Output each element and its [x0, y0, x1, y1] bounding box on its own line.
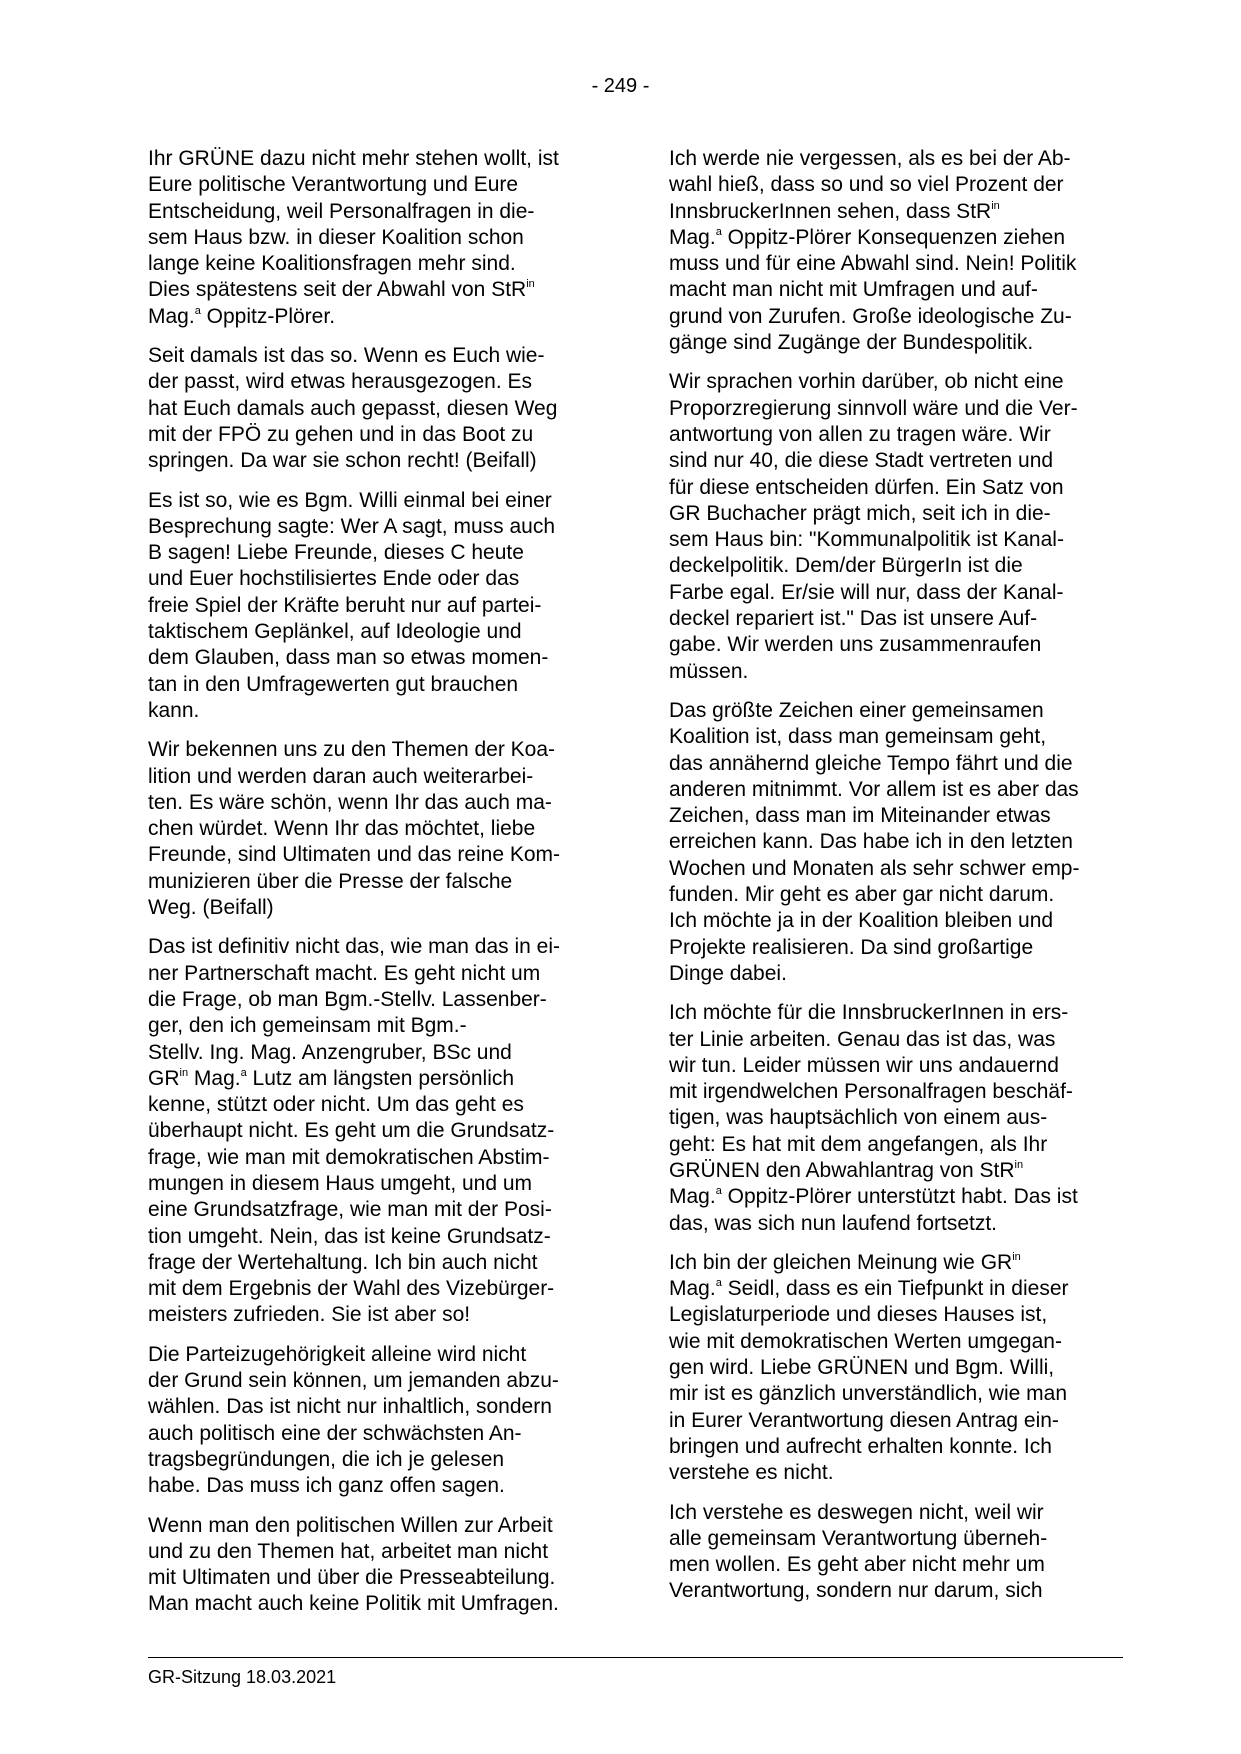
text-segment: Wir bekennen uns zu den Themen der Koa- [148, 738, 556, 762]
text-line [148, 1565, 598, 1591]
text-segment: gänge sind Zugänge der Bundespolitik. [669, 331, 1034, 355]
text-segment: habe. Das muss ich ganz offen sagen. [148, 1474, 505, 1498]
text-line [148, 816, 598, 842]
text-segment: macht man nicht mit Umfragen und auf- [669, 278, 1038, 302]
paragraph [148, 488, 598, 725]
text-line [148, 566, 598, 592]
text-line [669, 777, 1119, 803]
text-line [669, 856, 1119, 882]
text-segment: grund von Zurufen. Große ideologische Zu- [669, 304, 1072, 328]
text-segment: Mag. [669, 1277, 716, 1301]
paragraph [669, 1250, 1119, 1487]
text-line [669, 553, 1119, 579]
text-segment: Freunde, sind Ultimaten und das reine Kom- [148, 843, 561, 867]
text-segment: gabe. Wir werden uns zusammenraufen [669, 633, 1042, 657]
text-segment: tan in den Umfragewerten gut brauchen [148, 672, 519, 696]
text-line [148, 1447, 598, 1473]
text-line [148, 251, 598, 277]
text-segment: ger, den ich gemeinsam mit Bgm.- [148, 1014, 467, 1038]
text-segment: Mag. [669, 225, 716, 249]
text-segment: munizieren über die Presse der falsche [148, 869, 513, 893]
text-line [148, 199, 598, 225]
text-segment: ter Linie arbeiten. Genau das ist das, was [669, 1027, 1056, 1051]
text-line [669, 1027, 1119, 1053]
text-line [669, 961, 1119, 987]
paragraph [148, 1513, 598, 1618]
text-line [669, 1105, 1119, 1131]
page-number: - 249 - [591, 75, 650, 97]
text-line [669, 146, 1119, 172]
text-line [148, 1066, 598, 1092]
text-line [669, 1578, 1119, 1604]
text-segment: und zu den Themen hat, arbeitet man nicht [148, 1539, 549, 1563]
text-segment: der passt, wird etwas herausgezogen. Es [148, 370, 533, 394]
paragraph [148, 737, 598, 921]
text-line [148, 448, 598, 474]
text-segment: das, was sich nun laufend fortsetzt. [669, 1211, 998, 1235]
text-line [669, 330, 1119, 356]
text-segment: chen würdet. Wenn Ihr das möchtet, liebe [148, 817, 536, 841]
text-segment: Oppitz-Plörer unterstützt habt. Das ist [721, 1185, 1078, 1209]
text-line [148, 764, 598, 790]
text-segment: Seidl, dass es ein Tiefpunkt in dieser [721, 1277, 1069, 1301]
text-segment: Oppitz-Plörer. [200, 304, 336, 328]
text-line [669, 1211, 1119, 1237]
text-segment: mit der FPÖ zu gehen und in das Boot zu [148, 422, 534, 446]
text-line [669, 1000, 1119, 1026]
text-segment: Farbe egal. Er/sie will nur, dass der Kanal- [669, 580, 1064, 604]
text-segment: Wir sprachen vorhin darüber, ob nicht eine [669, 370, 1064, 394]
text-segment: muss und für eine Abwahl sind. Nein! Politik [669, 252, 1077, 276]
text-segment: Weg. (Beifall) [148, 896, 274, 920]
text-line [669, 1132, 1119, 1158]
text-line [148, 698, 598, 724]
text-line [669, 369, 1119, 395]
text-segment: lition und werden daran auch weiterarbei- [148, 764, 534, 788]
text-line [148, 343, 598, 369]
text-line [669, 632, 1119, 658]
text-line [148, 869, 598, 895]
text-segment: Projekte realisieren. Da sind großartige [669, 935, 1034, 959]
text-line [669, 172, 1119, 198]
text-segment: frage der Wertehaltung. Ich bin auch nicht [148, 1250, 538, 1274]
superscript: a [194, 304, 201, 317]
text-line [669, 724, 1119, 750]
text-segment: InnsbruckerInnen sehen, dass StR [669, 199, 992, 223]
text-line [148, 1092, 598, 1118]
text-line [148, 1591, 598, 1617]
text-segment: für diese entscheiden dürfen. Ein Satz von [669, 475, 1064, 499]
text-segment: men wollen. Es geht aber nicht mehr um [669, 1553, 1045, 1577]
text-segment: Die Parteizugehörigkeit alleine wird nicht [148, 1342, 527, 1366]
text-line [148, 422, 598, 448]
text-line [669, 1460, 1119, 1486]
text-segment: Legislaturperiode und dieses Hauses ist, [669, 1303, 1048, 1327]
text-line [669, 1355, 1119, 1381]
text-line [669, 1408, 1119, 1434]
superscript: in [1012, 1250, 1021, 1263]
text-line [669, 1552, 1119, 1578]
text-line [669, 199, 1119, 225]
text-segment: lange keine Koalitionsfragen mehr sind. [148, 252, 516, 276]
text-line [669, 501, 1119, 527]
text-segment: sem Haus bzw. in dieser Koalition schon [148, 225, 524, 249]
text-segment: ten. Es wäre schön, wenn Ihr das auch ma- [148, 790, 552, 814]
text-line [148, 514, 598, 540]
text-segment: überhaupt nicht. Es geht um die Grundsatz- [148, 1119, 555, 1143]
text-line [148, 1394, 598, 1420]
text-line [669, 422, 1119, 448]
text-line [148, 1118, 598, 1144]
text-line [669, 751, 1119, 777]
text-line [669, 396, 1119, 422]
text-line [669, 1276, 1119, 1302]
text-line [148, 369, 598, 395]
text-line [669, 580, 1119, 606]
text-line [669, 251, 1119, 277]
text-segment: Lutz am längsten persönlich [246, 1066, 515, 1090]
text-segment: GRÜNEN den Abwahlantrag von StR [669, 1158, 1015, 1182]
text-line [669, 304, 1119, 330]
text-line [669, 1079, 1119, 1105]
text-line [669, 935, 1119, 961]
text-segment: Koalition ist, dass man gemeinsam geht, [669, 725, 1047, 749]
text-line [148, 1513, 598, 1539]
text-line [148, 1473, 598, 1499]
paragraph [148, 343, 598, 474]
text-segment: tigen, was hauptsächlich von einem aus- [669, 1106, 1048, 1130]
text-segment: freie Spiel der Kräfte beruht nur auf partei- [148, 593, 542, 617]
text-segment: wahl hieß, dass so und so viel Prozent der [669, 173, 1064, 197]
text-segment: eine Grundsatzfrage, wie man mit der Posi- [148, 1198, 552, 1222]
text-segment: mit Ultimaten und über die Presseabteilung. [148, 1566, 556, 1590]
text-line [669, 1526, 1119, 1552]
text-segment: Dies spätestens seit der Abwahl von StR [148, 278, 527, 302]
text-line [669, 448, 1119, 474]
text-line [148, 1276, 598, 1302]
text-line [669, 829, 1119, 855]
footer-divider [148, 1657, 1123, 1658]
text-line [669, 882, 1119, 908]
paragraph [669, 146, 1119, 356]
paragraph [148, 146, 598, 330]
text-segment: antwortung von allen zu tragen wäre. Wir [669, 422, 1051, 446]
text-segment: Verantwortung, sondern nur darum, sich [669, 1579, 1043, 1603]
text-line [669, 1053, 1119, 1079]
text-line [148, 396, 598, 422]
text-segment: müssen. [669, 659, 749, 683]
text-line [669, 1381, 1119, 1407]
superscript: in [991, 199, 1000, 212]
text-line [148, 593, 598, 619]
right-column [669, 146, 1119, 1618]
text-segment: gen wird. Liebe GRÜNEN und Bgm. Willi, [669, 1356, 1055, 1380]
text-line [148, 619, 598, 645]
text-segment: das annähernd gleiche Tempo fährt und die [669, 751, 1073, 775]
text-line [669, 803, 1119, 829]
text-segment: springen. Da war sie schon recht! (Beifall) [148, 449, 537, 473]
text-segment: Ihr GRÜNE dazu nicht mehr stehen wollt, ist [148, 147, 559, 170]
text-segment: Mag. [669, 1185, 716, 1209]
text-segment: meisters zufrieden. Sie ist aber so! [148, 1303, 471, 1327]
text-line [148, 1013, 598, 1039]
text-line [669, 659, 1119, 685]
superscript: a [715, 1277, 722, 1290]
text-line [148, 1421, 598, 1447]
text-segment: Ich werde nie vergessen, als es bei der Ab- [669, 147, 1071, 170]
text-line [669, 1184, 1119, 1210]
text-line [669, 908, 1119, 934]
text-line [148, 172, 598, 198]
text-segment: mit dem Ergebnis der Wahl des Vizebürger- [148, 1277, 555, 1301]
text-line [669, 1434, 1119, 1460]
text-line [148, 672, 598, 698]
text-segment: wie mit demokratischen Werten umgegan- [669, 1329, 1062, 1353]
text-segment: Es ist so, wie es Bgm. Willi einmal bei einer [148, 488, 552, 512]
text-segment: Oppitz-Plörer Konsequenzen ziehen [721, 225, 1066, 249]
text-line [148, 895, 598, 921]
text-line [669, 1329, 1119, 1355]
superscript: in [1014, 1158, 1024, 1171]
text-segment: Eure politische Verantwortung und Eure [148, 173, 519, 197]
text-segment: Das ist definitiv nicht das, wie man das in ei- [148, 935, 561, 959]
text-line [148, 1224, 598, 1250]
text-segment: wir tun. Leider müssen wir uns andauernd [669, 1053, 1059, 1077]
text-segment: Ich verstehe es deswegen nicht, weil wir [669, 1500, 1044, 1524]
superscript: in [526, 278, 535, 291]
text-segment: sem Haus bin: "Kommunalpolitik ist Kanal- [669, 528, 1064, 552]
text-line [669, 277, 1119, 303]
text-line [148, 1197, 598, 1223]
text-segment: mir ist es gänzlich unverständlich, wie man [669, 1382, 1067, 1406]
text-segment: Seit damals ist das so. Wenn es Euch wie- [148, 344, 545, 368]
text-line [148, 790, 598, 816]
text-segment: B sagen! Liebe Freunde, dieses C heute [148, 541, 524, 565]
text-segment: deckel repariert ist." Das ist unsere Auf- [669, 607, 1038, 631]
text-segment: Wochen und Monaten als sehr schwer emp- [669, 856, 1080, 880]
paragraph [669, 1500, 1119, 1605]
text-segment: Ich möchte ja in der Koalition bleiben und [669, 909, 1054, 933]
text-segment: ner Partnerschaft macht. Es geht nicht um [148, 961, 541, 985]
text-segment: deckelpolitik. Dem/der BürgerIn ist die [669, 554, 1023, 578]
text-line [669, 1302, 1119, 1328]
text-segment: Ich bin der gleichen Meinung wie GR [669, 1250, 1013, 1274]
text-segment: Stellv. Ing. Mag. Anzengruber, BSc und [148, 1040, 512, 1064]
superscript: in [179, 1066, 189, 1079]
text-segment: verstehe es nicht. [669, 1461, 834, 1485]
text-line [148, 842, 598, 868]
paragraph [669, 1000, 1119, 1237]
left-column [148, 146, 598, 1631]
superscript: a [240, 1066, 247, 1079]
text-segment: GR Buchacher prägt mich, seit ich in die- [669, 501, 1051, 525]
text-segment: Mag. [188, 1066, 241, 1090]
text-segment: und Euer hochstilisiertes Ende oder das [148, 567, 520, 591]
footer-session-date: GR-Sitzung 18.03.2021 [148, 1667, 337, 1687]
text-segment: Das größte Zeichen einer gemeinsamen [669, 698, 1044, 722]
text-line [669, 527, 1119, 553]
text-segment: taktischem Geplänkel, auf Ideologie und [148, 620, 522, 644]
text-segment: bringen und aufrecht erhalten konnte. Ich [669, 1434, 1052, 1458]
text-segment: wählen. Das ist nicht nur inhaltlich, sondern [148, 1395, 552, 1419]
text-segment: GR [148, 1066, 180, 1090]
text-line [669, 1158, 1119, 1184]
superscript: a [715, 225, 722, 238]
text-segment: Man macht auch keine Politik mit Umfragen. [148, 1592, 559, 1616]
text-line [148, 645, 598, 671]
text-segment: Besprechung sagte: Wer A sagt, muss auch [148, 514, 556, 538]
text-segment: funden. Mir geht es aber gar nicht darum. [669, 883, 1055, 907]
text-segment: hat Euch damals auch gepasst, diesen Weg [148, 396, 558, 420]
paragraph [669, 698, 1119, 987]
superscript: a [715, 1185, 722, 1198]
text-segment: erreichen kann. Das habe ich in den letzten [669, 830, 1073, 854]
text-line [148, 1302, 598, 1328]
text-line [148, 225, 598, 251]
text-segment: anderen mitnimmt. Vor allem ist es aber das [669, 777, 1079, 801]
text-segment: Wenn man den politischen Willen zur Arbeit [148, 1513, 553, 1537]
text-line [669, 1250, 1119, 1276]
text-segment: tragsbegründungen, die ich je gelesen [148, 1447, 505, 1471]
text-line [669, 1500, 1119, 1526]
text-line [148, 1171, 598, 1197]
text-segment: Ich möchte für die InnsbruckerInnen in ers- [669, 1001, 1069, 1025]
text-line [669, 698, 1119, 724]
text-line [148, 1040, 598, 1066]
text-segment: frage, wie man mit demokratischen Abstim- [148, 1145, 550, 1169]
text-segment: der Grund sein können, um jemanden abzu- [148, 1369, 559, 1393]
paragraph [148, 1342, 598, 1500]
text-segment: Mag. [148, 304, 195, 328]
text-line [148, 1250, 598, 1276]
text-segment: Proporzregierung sinnvoll wäre und die Ver- [669, 396, 1078, 420]
text-segment: Dinge dabei. [669, 961, 787, 985]
text-line [148, 277, 598, 303]
text-segment: die Frage, ob man Bgm.-Stellv. Lassenber- [148, 987, 547, 1011]
text-line [148, 540, 598, 566]
text-segment: tion umgeht. Nein, das ist keine Grundsatz- [148, 1224, 551, 1248]
text-line [148, 1342, 598, 1368]
text-segment: sind nur 40, die diese Stadt vertreten und [669, 449, 1054, 473]
text-line [148, 304, 598, 330]
text-segment: mungen in diesem Haus umgeht, und um [148, 1171, 533, 1195]
text-line [148, 987, 598, 1013]
text-line [148, 1145, 598, 1171]
text-line [148, 737, 598, 763]
text-segment: Entscheidung, weil Personalfragen in die- [148, 199, 535, 223]
text-line [148, 488, 598, 514]
text-segment: alle gemeinsam Verantwortung überneh- [669, 1526, 1048, 1550]
text-line [148, 934, 598, 960]
text-line [148, 1368, 598, 1394]
text-segment: in Eurer Verantwortung diesen Antrag ein- [669, 1408, 1059, 1432]
text-line [148, 961, 598, 987]
text-line [148, 146, 598, 172]
text-line [669, 475, 1119, 501]
text-segment: Zeichen, dass man im Miteinander etwas [669, 804, 1051, 828]
text-segment: kenne, stützt oder nicht. Um das geht es [148, 1093, 524, 1117]
paragraph [148, 934, 598, 1328]
text-line [148, 1539, 598, 1565]
text-segment: auch politisch eine der schwächsten An- [148, 1421, 522, 1445]
text-segment: mit irgendwelchen Personalfragen beschäf- [669, 1080, 1073, 1104]
text-line [669, 606, 1119, 632]
text-segment: kann. [148, 698, 200, 722]
paragraph [669, 369, 1119, 685]
text-line [669, 225, 1119, 251]
text-segment: geht: Es hat mit dem angefangen, als Ihr [669, 1132, 1048, 1156]
text-segment: dem Glauben, dass man so etwas momen- [148, 646, 549, 670]
